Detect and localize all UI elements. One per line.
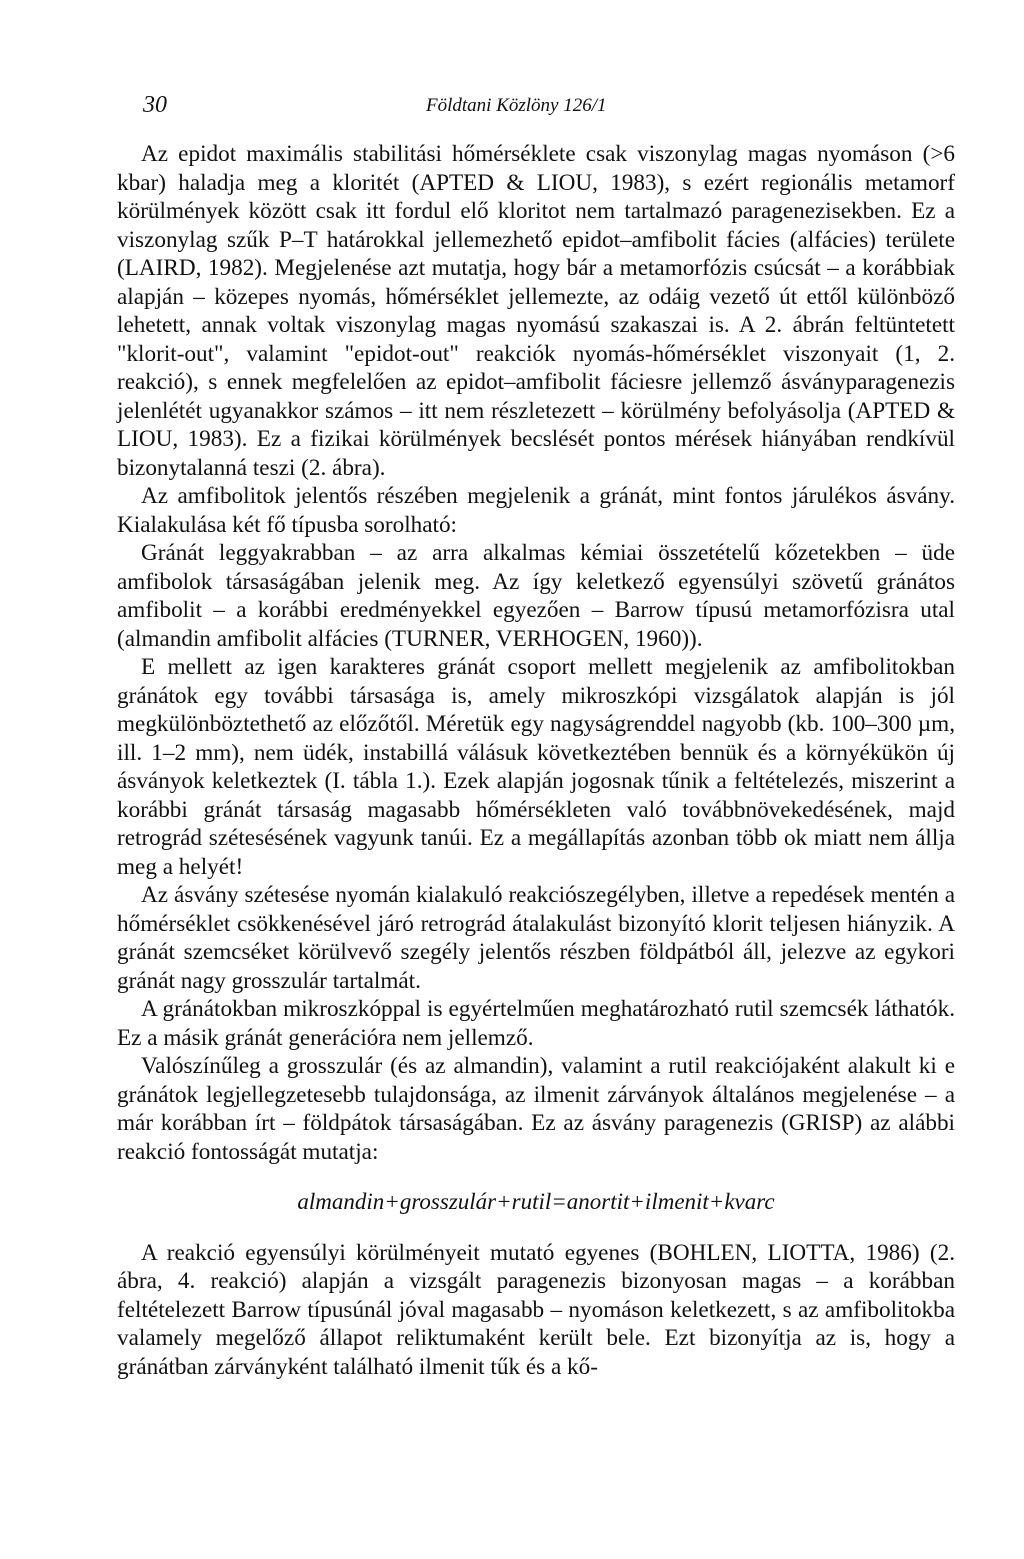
running-title: Földtani Közlöny 126/1 [426,95,607,116]
paragraph-epidot-stability: Az epidot maximális stabilitási hőmérséklete csak viszonylag magas nyomáson (>6 kbar) haladja meg a kloritét (APTED & LIOU, 1983), s ezért regionális metamorf körülmények között csak itt fordul elő kloritot nem tartalmazó paragenezisekben. Ez a viszonylag szűk P–T határokkal jellemezhető epidot–amfibolit fácies (alfácies) területe (LAIRD, 1982). Megjelenése azt mutatja, hogy bár a metamorfózis csúcsát – a korábbiak alapján – közepes nyomás, hőmérséklet jellemezte, az odáig vezető út ettől különböző lehetett, annak voltak viszonylag magas nyomású szakaszai is. A 2. ábrán feltüntetett "klorit-out", valamint "epidot-out" reakciók nyomás-hőmérséklet viszonyait (1, 2. reakció), s ennek megfelelően az epidot–amfibolit fáciesre jellemző ásványparagenezis jelenlétét ugyanakkor számos – itt nem részletezett – körülmény befolyásolja (APTED & LIOU, 1983). Ez a fizikai körülmények becslését pontos mérések hiányában rendkívül bizonytalanná teszi (2. ábra). [117,141,955,481]
paragraph-garnet-intro: Az amfibolitok jelentős részében megjelenik a gránát, mint fontos járulékos ásvány. Kialakulása két fő típusba sorolható: [117,483,955,538]
paragraph-ilmenite: Valószínűleg a grosszulár (és az almandin), valamint a rutil reakciójaként alakult ki e gránátok legjellegzetesebb tulajdonsága, az ilmenit zárványok általános megjelenése – a már korábban írt – földpátok társaságában. Ez az ásvány paragenezis (GRISP) az alábbi reakció fontosságát mutatja: [117,1053,955,1165]
body-text [117,140,955,1381]
paragraph-garnet-type-1: Gránát leggyakrabban – az arra alkalmas kémiai összetételű kőzetekben – üde amfibolok társaságában jelenik meg. Az így keletkező egyensúlyi szövetű gránátos amfibolit – a korábbi eredményekkel egyezően – Barrow típusú metamorfózisra utal (almandin amfibolit alfácies (TURNER, VERHOGEN, 1960)). [117,540,955,652]
page-header [143,92,943,122]
paragraph-reaction-conditions: A reakció egyensúlyi körülményeit mutató egyenes (BOHLEN, LIOTTA, 1986) (2. ábra, 4. reakció) alapján a vizsgált paragenezis bizonyosan magas – a korábban feltételezett Barrow típusúnál jóval magasabb – nyomáson keletkezett, s az amfibolitokba valamely megelőző állapot reliktumaként került bele. Ezt bizonyítja az is, hogy a gránátban zárványként található ilmenit tűk és a kő- [117,1239,955,1380]
paragraph-rutile: A gránátokban mikroszkóppal is egyértelműen meghatározható rutil szemcsék láthatók. Ez a másik gránát generációra nem jellemző. [117,996,955,1051]
paragraph-reaction-rim: Az ásvány szétesése nyomán kialakuló reakciószegélyben, illetve a repedések mentén a hőmérséklet csökkenésével járó retrográd átalakulást bizonyító klorit teljesen hiányzik. A gránát szemcséket körülvevő szegély jelentős részben földpátból áll, jelezve az egykori gránát nagy grosszulár tartalmát. [117,882,955,994]
paragraph-garnet-type-2: E mellett az igen karakteres gránát csoport mellett megjelenik az amfibolitokban gránátok egy további társasága is, amely mikroszkópi vizsgálatok alapján is jól megkülönböztethető az előzőtől. Méretük egy nagyságrenddel nagyobb (kb. 100–300 µm, ill. 1–2 mm), nem üdék, instabillá válásuk következtében bennük és a környékükön új ásványok keletkeztek (I. tábla 1.). Ezek alapján jogosnak tűnik a feltételezés, miszerint a korábbi gránát társaság magasabb hőmérsékleten való továbbnövekedésének, majd retrográd szétesésének vagyunk tanúi. Ez a megállapítás azonban több ok miatt nem állja meg a helyét! [117,654,955,880]
reaction-equation: almandin+grosszulár+rutil=anortit+ilmenit+kvarc [297,1189,775,1214]
page-number: 30 [143,92,167,118]
